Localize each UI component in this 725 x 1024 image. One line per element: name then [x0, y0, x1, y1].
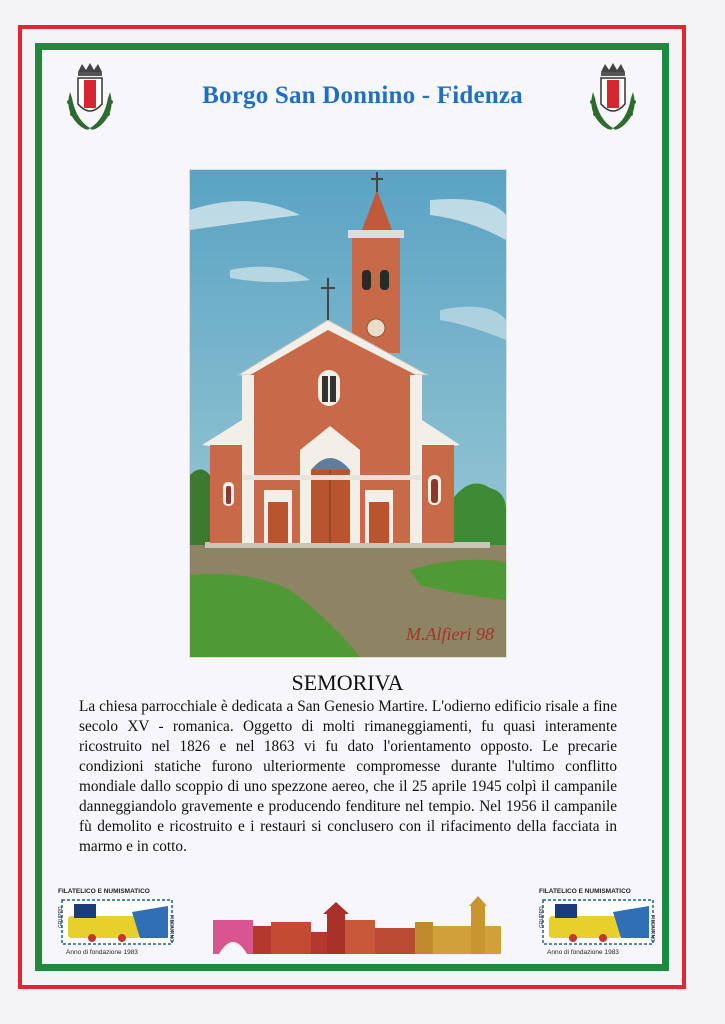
city-skyline-icon [213, 896, 501, 954]
stamp-logo-icon [52, 898, 182, 948]
painting-signature: M.Alfieri 98 [406, 624, 494, 644]
church-painting [190, 170, 506, 657]
article-body: La chiesa parrocchiale è dedicata a San Genesio Martire. L'odierno edificio risale a fine secolo XV - romanica. Oggetto di molti rimaneggiamenti, fu quasi interamente ricostruito nel 1826 e nel 1863 vi fu dato l'orientamento opposto. Le precarie condizioni statiche furono ulteriormente compromesse durante l'ultimo conflitto mondiale dallo scoppio di uno spezzone aereo, che il 25 aprile 1945 colpì il campanile danneggiandolo gravemente e producendo fenditure nel tempio. Nel 1956 il campanile fù demolito e ricostruito e i restauri si conclusero con il rifacimento della facciata in marmo e in cotto. [79, 698, 617, 855]
stamp-side-left: GRUPPO [58, 906, 64, 928]
philatelic-stamp [533, 888, 663, 958]
page-title: Borgo San Donnino - Fidenza [202, 82, 523, 109]
stamp-bottom-label: Anno di fondazione 1983 [66, 949, 138, 956]
philatelic-stamp [52, 888, 182, 958]
stamp-top-label: FILATELICO E NUMISMATICO [539, 888, 631, 895]
stamp-logo-icon [533, 898, 663, 948]
stamp-side-right: FIDENTINO [168, 915, 174, 942]
stamp-side-left: GRUPPO [539, 906, 545, 928]
article-heading: SEMORIVA [291, 670, 404, 695]
stamp-side-right: FIDENTINO [649, 915, 655, 942]
stamp-bottom-label: Anno di fondazione 1983 [547, 949, 619, 956]
stamp-top-label: FILATELICO E NUMISMATICO [58, 888, 150, 895]
